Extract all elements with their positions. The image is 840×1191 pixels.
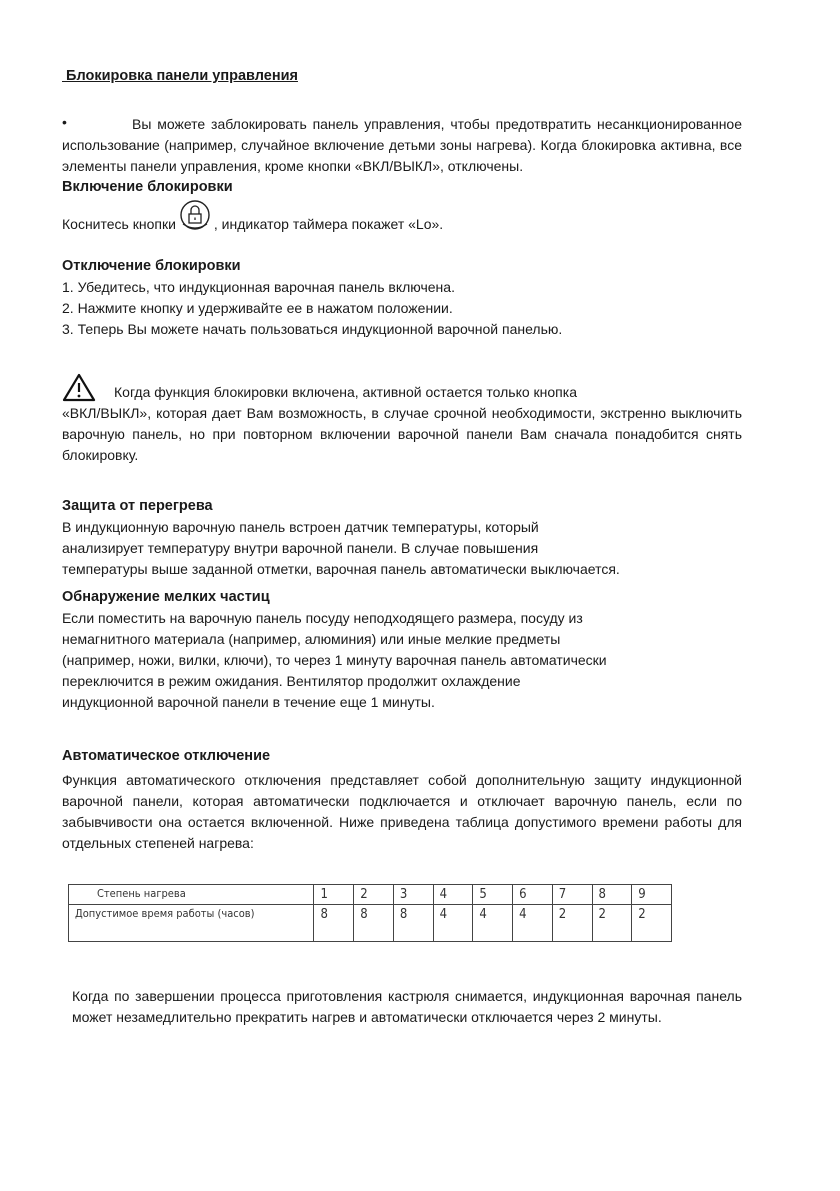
closing-paragraph: Когда по завершении процесса приготовления кастрюля снимается, индукционная варочная панель может незамедлительно прекратить нагрев и автоматически отключается через 2 минуты. bbox=[72, 988, 742, 1025]
table-cell: 8 bbox=[354, 905, 394, 942]
table-cell: 2 bbox=[632, 905, 672, 942]
table-cell: 8 bbox=[592, 885, 632, 905]
auto-off-heading: Автоматическое отключение bbox=[62, 748, 271, 764]
table-row bbox=[69, 885, 672, 905]
small-items-line: Если поместить на варочную панель посуду неподходящего размера, посуду из bbox=[62, 610, 583, 626]
table-cell: 7 bbox=[552, 885, 592, 905]
table-cell: 4 bbox=[473, 905, 513, 942]
warning-first-line bbox=[62, 373, 742, 403]
table-row-label bbox=[69, 885, 314, 905]
auto-off-text: Функция автоматического отключения представляет собой дополнительную защиту индукционной варочной панели, которая автоматически подключается и отключает варочную панель, если по забывчивости она остается включенной. Ниже приведена таблица допустимого времени работы для отдельных степеней нагрева: bbox=[62, 772, 742, 851]
table-cell: 2 bbox=[592, 905, 632, 942]
spacer bbox=[62, 580, 742, 587]
table-row bbox=[69, 905, 672, 942]
warning-triangle-icon bbox=[62, 373, 96, 403]
table-cell: 3 bbox=[393, 885, 433, 905]
page-title: Блокировка панели управления bbox=[62, 68, 298, 84]
small-items-line: (например, ножи, вилки, ключи), то через 1 минуту варочная панель автоматически bbox=[62, 652, 607, 668]
spacer bbox=[62, 466, 742, 496]
table-cell: 8 bbox=[314, 905, 354, 942]
spacer bbox=[62, 340, 742, 373]
spacer bbox=[62, 713, 742, 746]
power-level-table bbox=[68, 884, 672, 942]
lock-off-step-1: 1. Убедитесь, что индукционная варочная панель включена. bbox=[62, 279, 455, 295]
table-cell: 8 bbox=[393, 905, 433, 942]
table-cell: 9 bbox=[632, 885, 672, 905]
lock-on-heading: Включение блокировки bbox=[62, 179, 233, 195]
lock-off-step-2: 2. Нажмите кнопку и удерживайте ее в нажатом положении. bbox=[62, 300, 453, 316]
small-items-line: индукционной варочной панели в течение еще 1 минуты. bbox=[62, 694, 435, 710]
table-row-label-text: Степень нагрева bbox=[97, 887, 186, 900]
overheat-line: анализирует температуру внутри варочной панели. В случае повышения bbox=[62, 540, 539, 556]
table-row-label: Допустимое время работы (часов) bbox=[69, 905, 314, 942]
table-cell: 4 bbox=[433, 905, 473, 942]
intro-text: Вы можете заблокировать панель управления, чтобы предотвратить несанкционированное использование (например, случайное включение детьми зоны нагрева). Когда блокировка активна, все элементы панели управления, кроме кнопки «ВКЛ/ВЫКЛ», отключены. bbox=[62, 116, 742, 174]
overheat-line: температуры выше заданной отметки, варочная панель автоматически выключается. bbox=[62, 561, 620, 577]
small-items-line: немагнитного материала (например, алюминия) или иные мелкие предметы bbox=[62, 631, 561, 647]
warning-first-line-text: Когда функция блокировки включена, активной остается только кнопка bbox=[114, 384, 577, 400]
intro-paragraph bbox=[62, 114, 742, 177]
table-cell: 4 bbox=[433, 885, 473, 905]
lock-off-step-3: 3. Теперь Вы можете начать пользоваться индукционной варочной панелью. bbox=[62, 321, 563, 337]
small-items-line: переключится в режим ожидания. Вентилятор продолжит охлаждение bbox=[62, 673, 521, 689]
lock-off-heading: Отключение блокировки bbox=[62, 258, 241, 274]
table-cell: 2 bbox=[354, 885, 394, 905]
table-cell: 2 bbox=[552, 905, 592, 942]
lock-button-icon bbox=[178, 199, 212, 233]
table-cell: 5 bbox=[473, 885, 513, 905]
lock-on-text-after: , индикатор таймера покажет «Lo». bbox=[213, 215, 444, 232]
small-items-heading: Обнаружение мелких частиц bbox=[62, 589, 270, 605]
table-cell: 4 bbox=[513, 905, 553, 942]
bullet-marker: • bbox=[62, 114, 67, 130]
lock-on-text bbox=[62, 206, 742, 242]
overheat-line: В индукционную варочную панель встроен датчик температуры, который bbox=[62, 519, 539, 535]
overheat-heading: Защита от перегрева bbox=[62, 498, 213, 514]
table-cell: 6 bbox=[513, 885, 553, 905]
spacer bbox=[62, 87, 742, 114]
lock-on-text-before: Коснитесь кнопки bbox=[62, 215, 176, 232]
warning-text: «ВКЛ/ВЫКЛ», которая дает Вам возможность, в случае срочной необходимости, экстренно выключить варочную панель, но при повторном включении варочной панели Вам сначала понадобится снять блокировку. bbox=[62, 405, 742, 463]
document-page bbox=[62, 66, 742, 1028]
spacer bbox=[62, 942, 742, 986]
spacer bbox=[62, 854, 742, 884]
table-cell: 1 bbox=[314, 885, 354, 905]
spacer bbox=[62, 242, 742, 256]
